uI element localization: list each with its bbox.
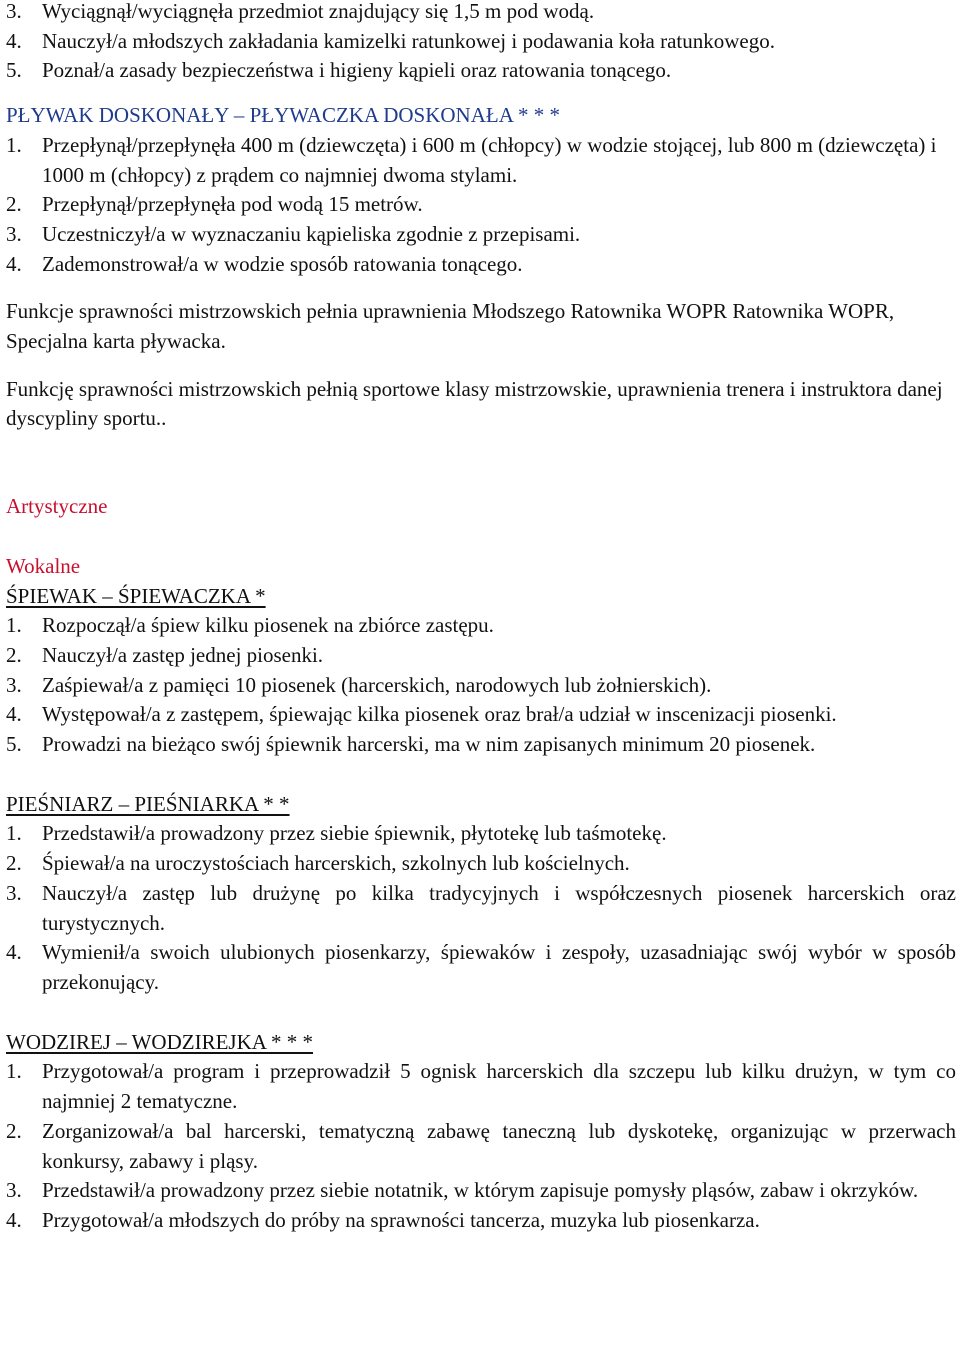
item-text: Uczestniczył/a w wyznaczaniu kąpieliska zgodnie z przepisami. <box>42 221 581 246</box>
item-text: Przepłynął/przepłynęła 400 m (dziewczęta) i 600 m (chłopcy) w wodzie stojącej, lub 800 m (dziewczęta) i 1000 m (chłopcy) z prądem co najmniej dwoma stylami. <box>42 132 937 187</box>
item-number: 1. <box>6 821 22 846</box>
item-text: Rozpoczął/a śpiew kilku piosenek na zbiórce zastępu. <box>42 613 494 638</box>
item-text: Przepłynął/przepłynęła pod wodą 15 metrów. <box>42 192 423 217</box>
list-item <box>6 611 956 641</box>
list-item <box>6 1206 956 1236</box>
item-text: Przygotował/a program i przeprowadził 5 ognisk harcerskich dla szczepu lub kilku drużyn, w tym co najmniej 2 tematyczne. <box>42 1059 956 1114</box>
intro-list <box>6 0 956 86</box>
item-text: Nauczył/a zastęp jednej piosenki. <box>42 642 324 667</box>
item-text: Zorganizował/a bal harcerski, tematyczną zabawę taneczną lub dyskotekę, organizując w przerwach konkursy, zabawy i pląsy. <box>42 1118 956 1173</box>
item-number: 2. <box>6 851 22 876</box>
paragraph-functions-1: Funkcje sprawności mistrzowskich pełnia uprawnienia Młodszego Ratownika WOPR Ratownika WOPR, Specjalna karta pływacka. <box>6 299 895 354</box>
piesniarz-heading: PIEŚNIARZ – PIEŚNIARKA * * <box>6 791 290 816</box>
list-item <box>6 819 956 849</box>
list-item <box>6 190 956 220</box>
list-item <box>6 700 956 730</box>
item-number: 2. <box>6 192 22 217</box>
list-item <box>6 938 956 997</box>
item-number: 4. <box>6 702 22 727</box>
item-text: Wymienił/a swoich ulubionych piosenkarzy, śpiewaków i zespoły, uzasadniając swój wybór w sposób przekonujący. <box>42 940 956 994</box>
list-item <box>6 1117 956 1176</box>
list-item <box>6 879 956 938</box>
item-number: 1. <box>6 132 22 157</box>
wodzirej-list <box>6 1057 956 1235</box>
piesniarz-list <box>6 819 956 997</box>
item-text: Nauczył/a młodszych zakładania kamizelki ratunkowej i podawania koła ratunkowego. <box>42 28 775 53</box>
item-text: Występował/a z zastępem, śpiewając kilka piosenek oraz brał/a udział w inscenizacji piosenki. <box>42 702 837 727</box>
list-item <box>6 641 956 671</box>
item-number: 5. <box>6 58 22 83</box>
item-text: Przedstawił/a prowadzony przez siebie notatnik, w którym zapisuje pomysły pląsów, zabaw i okrzyków. <box>42 1178 919 1203</box>
plywak-list <box>6 131 956 280</box>
item-text: Przygotował/a młodszych do próby na sprawności tancerza, muzyka lub piosenkarza. <box>42 1207 760 1232</box>
spiewak-heading: ŚPIEWAK – ŚPIEWACZKA * <box>6 583 266 608</box>
list-item <box>6 1176 956 1206</box>
item-text: Nauczył/a zastęp lub drużynę po kilka tradycyjnych i współczesnych piosenek harcerskich oraz turystycznych. <box>42 880 956 935</box>
list-item <box>6 0 956 27</box>
list-item <box>6 250 956 280</box>
item-text: Prowadzi na bieżąco swój śpiewnik harcerski, ma w nim zapisanych minimum 20 piosenek. <box>42 732 816 757</box>
list-item <box>6 131 956 190</box>
item-number: 1. <box>6 1059 22 1084</box>
spiewak-list <box>6 611 956 760</box>
item-number: 3. <box>6 880 22 905</box>
item-number: 3. <box>6 221 22 246</box>
item-text: Zademonstrował/a w wodzie sposób ratowania tonącego. <box>42 251 523 276</box>
item-text: Wyciągnął/wyciągnęła przedmiot znajdujący się 1,5 m pod wodą. <box>42 0 595 23</box>
list-item <box>6 56 956 86</box>
subsection-title: Wokalne <box>6 553 81 578</box>
wodzirej-heading: WODZIREJ – WODZIREJKA * * * <box>6 1029 314 1054</box>
item-text: Śpiewał/a na uroczystościach harcerskich, szkolnych lub kościelnych. <box>42 851 630 876</box>
item-number: 4. <box>6 28 22 53</box>
item-number: 3. <box>6 0 22 23</box>
item-text: Zaśpiewał/a z pamięci 10 piosenek (harcerskich, narodowych lub żołnierskich). <box>42 672 712 697</box>
list-item <box>6 671 956 701</box>
list-item <box>6 849 956 879</box>
item-number: 1. <box>6 613 22 638</box>
item-number: 4. <box>6 251 22 276</box>
list-item <box>6 27 956 57</box>
item-number: 3. <box>6 672 22 697</box>
list-item <box>6 1057 956 1116</box>
list-item <box>6 730 956 760</box>
paragraph-functions-2: Funkcję sprawności mistrzowskich pełnią sportowe klasy mistrzowskie, uprawnienia trenera i instruktora danej dyscypliny sportu.. <box>6 376 943 431</box>
item-number: 2. <box>6 1118 22 1143</box>
item-text: Przedstawił/a prowadzony przez siebie śpiewnik, płytotekę lub taśmotekę. <box>42 821 667 846</box>
item-number: 4. <box>6 940 22 965</box>
plywak-heading: PŁYWAK DOSKONAŁY – PŁYWACZKA DOSKONAŁA * * * <box>6 103 560 128</box>
document-page <box>6 0 956 1236</box>
item-number: 5. <box>6 732 22 757</box>
item-number: 3. <box>6 1178 22 1203</box>
section-title: Artystyczne <box>6 494 108 519</box>
item-number: 4. <box>6 1207 22 1232</box>
list-item <box>6 220 956 250</box>
item-text: Poznał/a zasady bezpieczeństwa i higieny kąpieli oraz ratowania tonącego. <box>42 58 672 83</box>
item-number: 2. <box>6 642 22 667</box>
